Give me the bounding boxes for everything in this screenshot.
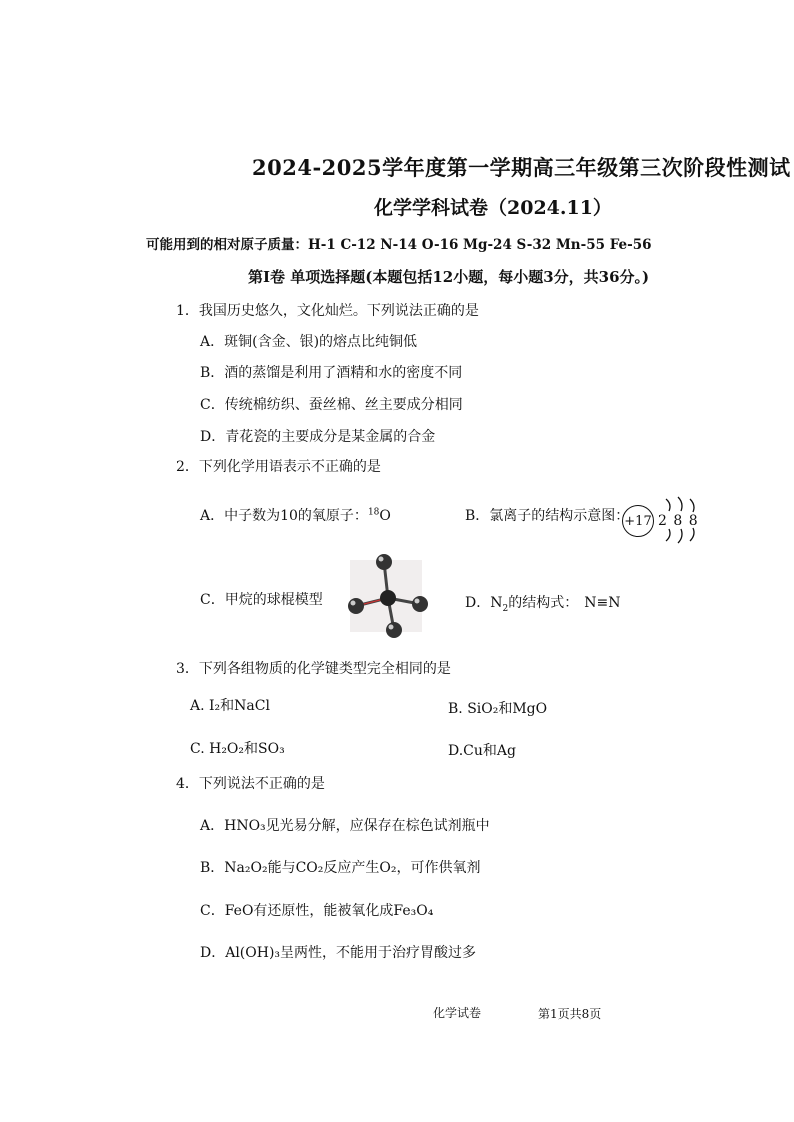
q2-option-b [465,505,629,525]
q3-stem: 3．下列各组物质的化学键类型完全相同的是 [176,661,451,677]
q2-option-c: C．甲烷的球棍模型 [200,592,323,608]
q4-option-d: D．Al(OH)₃呈两性，不能用于治疗胃酸过多 [200,945,477,961]
q1-option-d: D．青花瓷的主要成分是某金属的合金 [200,429,436,445]
q2-stem: 2．下列化学用语表示不正确的是 [176,459,381,475]
q2-option-a-text: A．中子数为10的氧原子： [200,508,368,524]
exam-subtitle: 化学学科试卷（2024.11） [374,197,612,219]
nucleus-circle: +17 [622,505,654,537]
footer-page-number: 第1页共8页 [538,1007,602,1021]
q4-option-b: B．Na₂O₂能与CO₂反应产生O₂，可作供氧剂 [200,860,481,876]
methane-model-icon [340,548,432,642]
q3-option-a: A. I₂和NaCl [190,698,270,714]
electron-shells: 2 8 8 [658,513,699,529]
nitrogen-subscript: 2 [502,603,509,614]
q3-option-b: B. SiO₂和MgO [448,701,548,717]
q4-option-a: A．HNO₃见光易分解，应保存在棕色试剂瓶中 [200,818,490,834]
q4-stem: 4．下列说法不正确的是 [176,776,325,792]
q2-option-d-label: D． [465,595,491,611]
footer-subject: 化学试卷 [433,1006,482,1020]
q2-option-a [200,505,391,525]
q1-stem: 1．我国历史悠久，文化灿烂。下列说法正确的是 [176,303,479,319]
n2-structural-formula: N≡N [584,595,621,611]
q1-option-a: A．斑铜(含金、银)的熔点比纯铜低 [200,334,418,350]
chloride-ion-diagram [622,496,702,550]
q3-option-c: C. H₂O₂和SO₃ [190,741,285,757]
q4-option-c: C．FeO有还原性，能被氧化成Fe₃O₄ [200,903,434,919]
methane-ball-stick-model [340,548,432,646]
q1-option-c: C．传统棉纺织、蚕丝棉、丝主要成分相同 [200,397,463,413]
atomic-masses: 可能用到的相对原子质量：H-1 C-12 N-14 O-16 Mg-24 S-32 Mn-55 Fe-56 [146,237,652,253]
exam-title: 2024-2025学年度第一学期高三年级第三次阶段性测试 [252,155,791,180]
q3-option-d: D.Cu和Ag [448,743,516,759]
q1-option-b: B．酒的蒸馏是利用了酒精和水的密度不同 [200,365,463,381]
oxygen-symbol: O [379,508,391,524]
q2-option-b-text: B．氯离子的结构示意图： [465,508,630,524]
q2-option-d [465,592,620,614]
section-heading: 第Ⅰ卷 单项选择题(本题包括12小题，每小题3分，共36分。) [248,268,650,286]
q2-option-d-text: 的结构式： [508,595,579,611]
nitrogen-symbol: N [490,595,503,611]
oxygen-mass-number: 18 [367,507,380,518]
